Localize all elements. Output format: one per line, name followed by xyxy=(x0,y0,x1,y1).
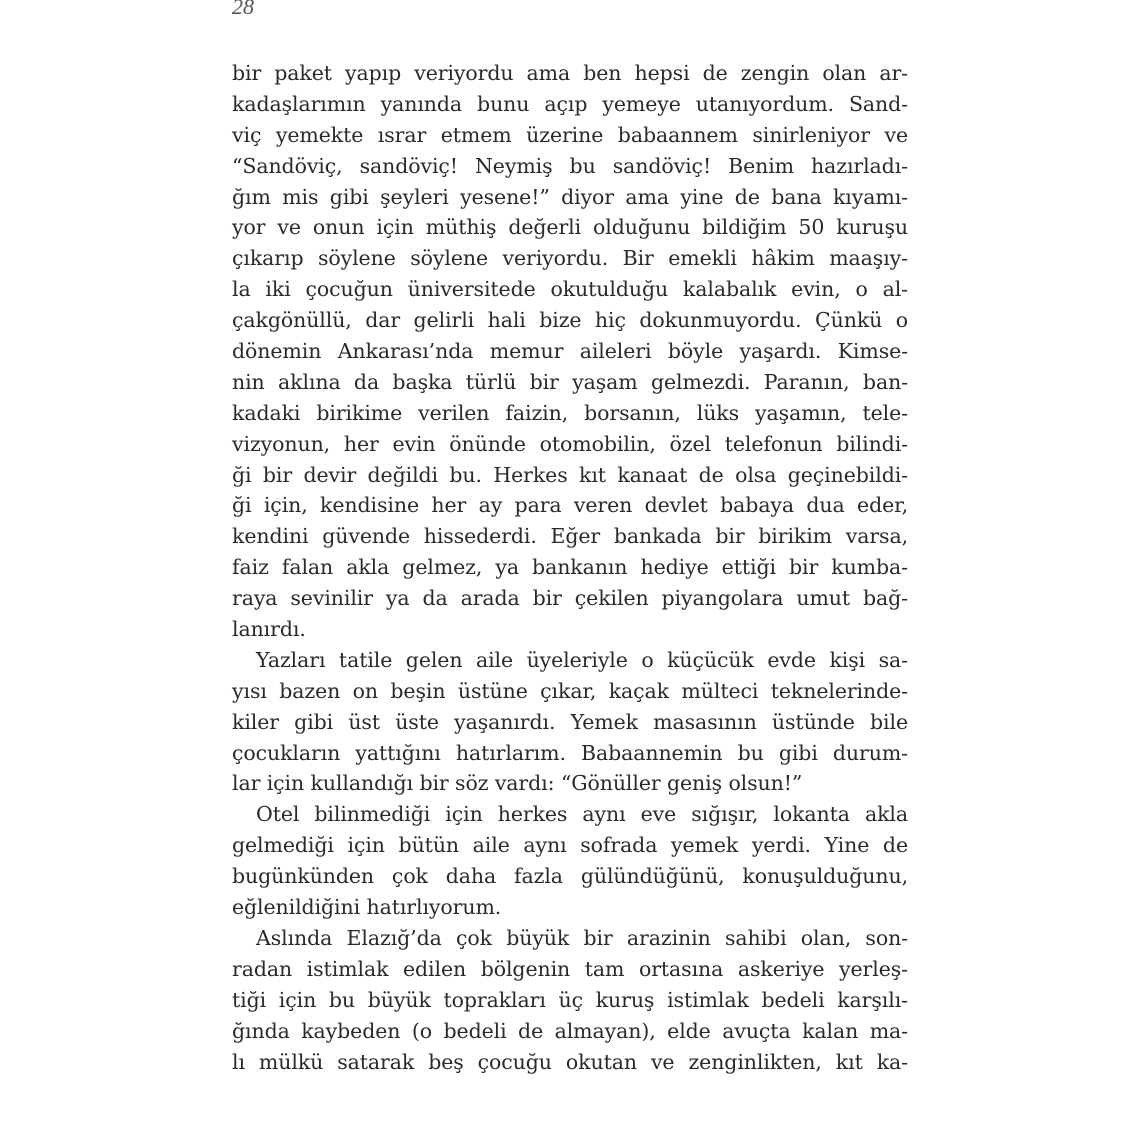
text-line: ği bir devir değildi bu. Herkes kıt kanaat de olsa geçinebildi- xyxy=(232,462,908,487)
text-line: la iki çocuğun üniversitede okutulduğu kalabalık evin, o al- xyxy=(232,277,908,302)
text-line: kiler gibi üst üste yaşanırdı. Yemek masasının üstünde bile xyxy=(232,709,908,734)
text-line: çakgönüllü, dar gelirli hali bize hiç dokunmuyordu. Çünkü o xyxy=(232,308,908,333)
text-line: ğında kaybeden (o bedeli de almayan), elde avuçta kalan ma- xyxy=(232,1018,908,1043)
text-line: çıkarıp söylene söylene veriyordu. Bir emekli hâkim maaşıy- xyxy=(232,246,908,271)
text-line: bugünkünden çok daha fazla gülündüğünü, konuşulduğunu, xyxy=(232,864,908,889)
text-line: yısı bazen on beşin üstüne çıkar, kaçak mülteci teknelerinde- xyxy=(232,678,908,703)
text-line: radan istimlak edilen bölgenin tam ortasına askeriye yerleş- xyxy=(232,956,908,981)
text-line: eğlenildiğini hatırlıyorum. xyxy=(232,895,502,920)
text-line: gelmediği için bütün aile aynı sofrada yemek yerdi. Yine de xyxy=(232,833,908,858)
text-line: faiz falan akla gelmez, ya bankanın hediye ettiği bir kumba- xyxy=(232,555,908,580)
text-line: vizyonun, her evin önünde otomobilin, özel telefonun bilindi- xyxy=(232,431,908,456)
text-line: kendini güvende hissederdi. Eğer bankada bir birikim varsa, xyxy=(232,524,908,549)
text-line: “Sandöviç, sandöviç! Neymiş bu sandöviç! Benim hazırladı- xyxy=(232,153,908,178)
text-line: dönemin Ankarası’nda memur aileleri böyle yaşardı. Kimse- xyxy=(232,339,908,364)
text-line: viç yemekte ısrar etmem üzerine babaannem sinirleniyor ve xyxy=(232,122,908,147)
text-line: ğım mis gibi şeyleri yesene!” diyor ama yine de bana kıyamı- xyxy=(232,184,908,209)
text-line: çocukların yattığını hatırlarım. Babaannemin bu gibi durum- xyxy=(232,740,908,765)
text-line: kadaki birikime verilen faizin, borsanın, lüks yaşamın, tele- xyxy=(232,400,908,425)
text-line: raya sevinilir ya da arada bir çekilen piyangolara umut bağ- xyxy=(232,586,908,611)
text-line: ği için, kendisine her ay para veren devlet babaya dua eder, xyxy=(232,493,908,518)
page-number: 28 xyxy=(232,0,254,19)
text-line: yor ve onun için müthiş değerli olduğunu bildiğim 50 kuruşu xyxy=(232,215,908,240)
body-text xyxy=(232,58,908,1077)
text-line: tiği için bu büyük toprakları üç kuruş istimlak bedeli karşılı- xyxy=(232,987,908,1012)
text-line: Aslında Elazığ’da çok büyük bir arazinin sahibi olan, son- xyxy=(256,925,908,950)
text-line: lı mülkü satarak beş çocuğu okutan ve zenginlikten, kıt ka- xyxy=(232,1049,908,1074)
text-line: Yazları tatile gelen aile üyeleriyle o küçücük evde kişi sa- xyxy=(256,647,908,672)
text-line: bir paket yapıp veriyordu ama ben hepsi de zengin olan ar- xyxy=(232,61,908,85)
text-line: Otel bilinmediği için herkes aynı eve sığışır, lokanta akla xyxy=(256,802,908,827)
text-line: kadaşlarımın yanında bunu açıp yemeye utanıyordum. Sand- xyxy=(232,91,908,116)
text-line: lar için kullandığı bir söz vardı: “Gönüller geniş olsun!” xyxy=(232,771,803,796)
text-line: nin aklına da başka türlü bir yaşam gelmezdi. Paranın, ban- xyxy=(232,369,908,394)
text-line: lanırdı. xyxy=(232,617,306,642)
